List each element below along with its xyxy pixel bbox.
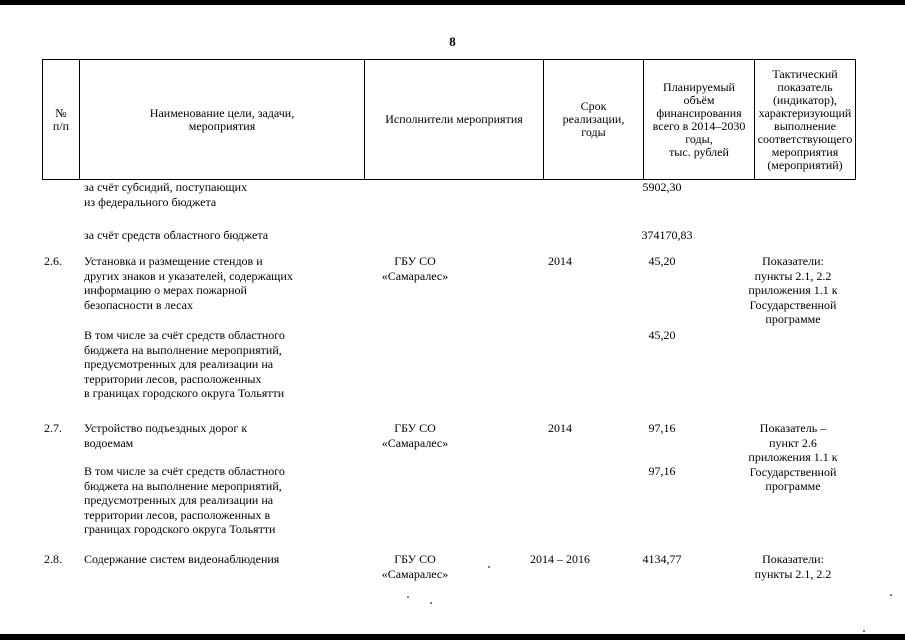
row-name: за счёт субсидий, поступающих из федерального бюджета xyxy=(84,180,248,209)
scan-speck xyxy=(407,596,409,598)
bottom-border xyxy=(0,634,905,640)
header-name: Наименование цели, задачи, мероприятия xyxy=(79,60,364,179)
header-executors: Исполнители мероприятия xyxy=(364,60,543,179)
row-amount: 97,16 xyxy=(648,464,676,478)
row-number: 2.6. xyxy=(44,254,62,268)
row-executor: ГБУ СО «Самаралес» xyxy=(381,421,449,450)
row-amount: 45,20 xyxy=(648,254,676,268)
row-amount: 45,20 xyxy=(648,328,676,342)
row-number: 2.8. xyxy=(44,552,62,566)
row-name: Содержание систем видеонаблюдения xyxy=(84,552,280,566)
row-term: 2014 xyxy=(548,254,572,268)
scan-speck xyxy=(488,566,490,568)
row-name: В том числе за счёт средств областного бюджета на выполнение мероприятий, предусмотренных для реализации на территории лесов, расположенных в границах городского округа Тольятти xyxy=(84,328,285,400)
row-indicator: Показатели: пункты 2.1, 2.2 xyxy=(754,552,832,581)
scan-speck xyxy=(863,630,865,632)
row-indicator: Показатели: пункты 2.1, 2.2 приложения 1.1 к Государственной программе xyxy=(748,254,838,326)
row-indicator: Показатель – пункт 2.6 приложения 1.1 к Государственной программе xyxy=(748,421,838,493)
scan-speck xyxy=(890,594,892,596)
row-term: 2014 – 2016 xyxy=(530,552,590,566)
row-name: В том числе за счёт средств областного бюджета на выполнение мероприятий, предусмотренных для реализации на территории лесов, расположенных в границах городского округа Тольятти xyxy=(84,464,285,536)
header-number: № п/п xyxy=(52,105,70,133)
row-amount: 4134,77 xyxy=(642,552,682,566)
header-term: Срок реализации, годы xyxy=(543,60,643,179)
row-term: 2014 xyxy=(548,421,572,435)
row-name: Установка и размещение стендов и других знаков и указателей, содержащих информацию о мерах пожарной безопасности в лесах xyxy=(84,254,293,312)
row-executor: ГБУ СО «Самаралес» xyxy=(381,552,449,581)
row-amount: 374170,83 xyxy=(641,228,693,242)
row-amount: 5902,30 xyxy=(642,180,682,194)
top-border xyxy=(0,0,905,5)
row-amount: 97,16 xyxy=(648,421,676,435)
row-executor: ГБУ СО «Самаралес» xyxy=(381,254,449,283)
header-indicator: Тактический показатель (индикатор), характеризующий выполнение соответствующего мероприятия (мероприятий) xyxy=(754,60,855,179)
header-financing: Планируемый объём финансирования всего в 2014–2030 годы, тыс. рублей xyxy=(643,60,754,179)
table-header xyxy=(42,59,856,180)
row-name: Устройство подъездных дорог к водоемам xyxy=(84,421,248,450)
scan-speck xyxy=(430,602,432,604)
row-name: за счёт средств областного бюджета xyxy=(84,228,269,242)
page-number: 8 xyxy=(449,34,456,49)
row-number: 2.7. xyxy=(44,421,62,435)
